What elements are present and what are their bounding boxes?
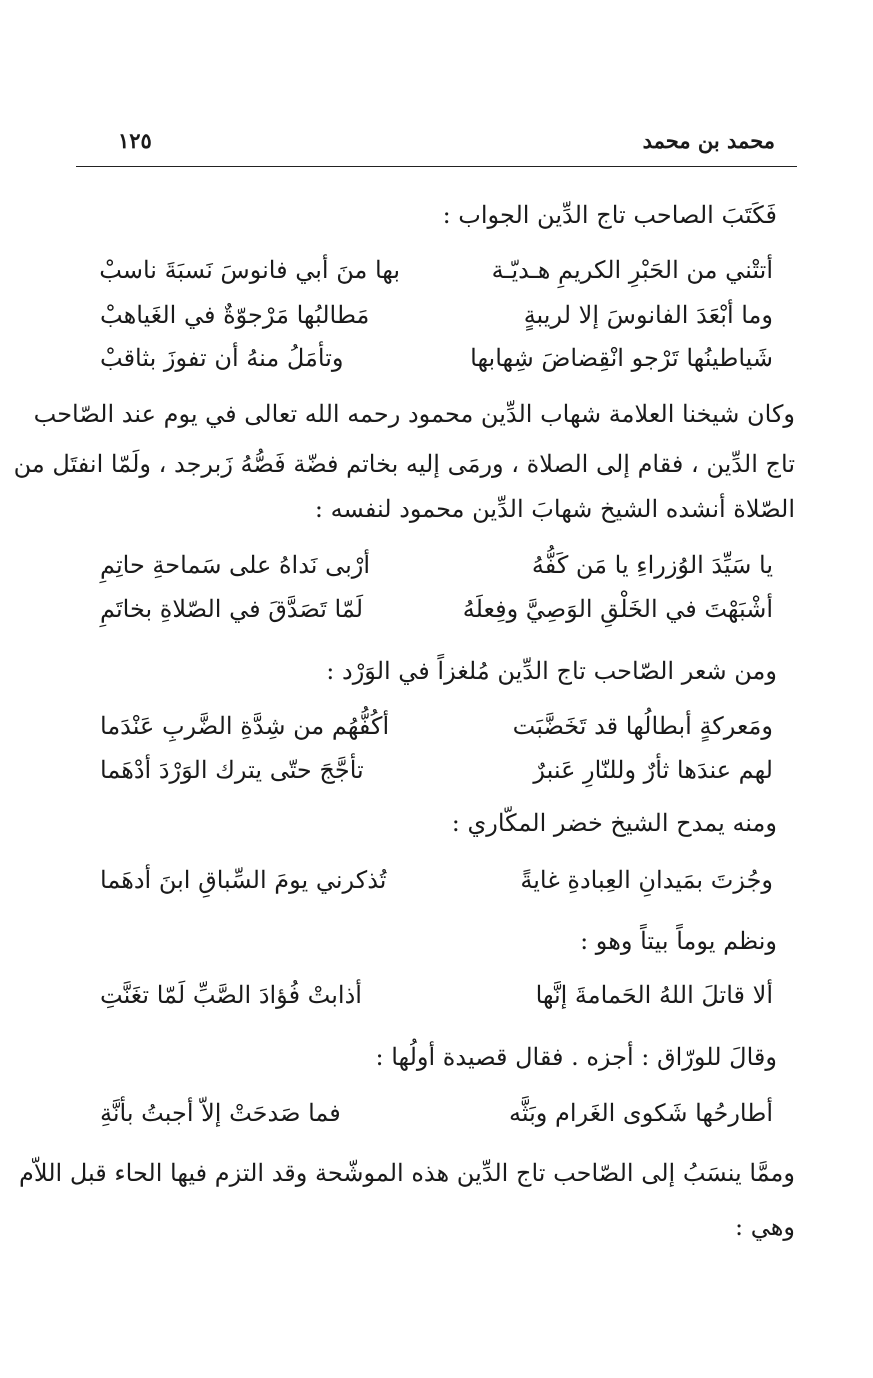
verse-row (100, 338, 773, 378)
verse-first-hemistich: يا سَيِّدَ الوُزراءِ يا مَن كَفُّهُ (531, 551, 773, 579)
verse-first-hemistich: وجُزتَ بمَيدانِ العِبادةِ غايةً (520, 866, 773, 894)
verse-row (100, 706, 773, 746)
verse-second-hemistich: تُذكرني يومَ السِّباقِ ابنَ أدهَما (100, 866, 387, 894)
prose-line: وممَّا ينسَبُ إلى الصّاحب تاج الدِّين هذه الموشّحة وقد التزم فيها الحاء قبل اللاّم (19, 1159, 795, 1187)
prose-line: ونظم يوماً بيتاً وهو : (580, 927, 777, 955)
verse-row (100, 545, 773, 585)
verse-row (100, 589, 773, 629)
verse-second-hemistich: لَمّا تَصَدَّقَ في الصّلاةِ بخاتَمِ (100, 595, 364, 623)
verse-first-hemistich: ألا قاتلَ اللهُ الحَمامةَ إنَّها (535, 981, 773, 1009)
verse-first-hemistich: أطارحُها شَكوى الغَرام وبَثَّه (508, 1099, 773, 1127)
verse-row (100, 975, 773, 1015)
prose-line: وقالَ للورّاق : أجزه . فقال قصيدة أولُها : (375, 1043, 777, 1071)
verse-first-hemistich: ومَعركةٍ أبطالُها قد تَخَضَّبَت (512, 712, 773, 740)
prose-line: وهي : (735, 1213, 795, 1241)
verse-row (100, 860, 773, 900)
verse-first-hemistich: لهم عندَها ثأرٌ وللنّارِ عَنبرٌ (533, 756, 773, 784)
header-rule (76, 166, 797, 167)
verse-second-hemistich: تأجَّجَ حتّى يترك الوَرْدَ أدْهَما (100, 756, 364, 784)
verse-second-hemistich: فما صَدحَتْ إلاّ أجبتُ بأنَّةِ (100, 1099, 341, 1127)
verse-row (100, 250, 773, 290)
verse-second-hemistich: بها منَ أبي فانوسَ نَسبَةَ ناسبْ (99, 256, 400, 284)
prose-line: الصّلاة أنشده الشيخ شهابَ الدِّين محمود لنفسه : (314, 495, 795, 523)
prose-line: وكان شيخنا العلامة شهاب الدِّين محمود رحمه الله تعالى في يوم عند الصّاحب (33, 400, 795, 428)
prose-line: ومنه يمدح الشيخ خضر المكّاري : (451, 809, 777, 837)
verse-second-hemistich: أرْبى نَداهُ على سَماحةِ حاتِمِ (100, 551, 371, 579)
verse-first-hemistich: أتتْني من الحَبْرِ الكريمِ هـديّـة (491, 256, 773, 284)
verse-second-hemistich: أذابتْ فُؤادَ الصَّبِّ لَمّا تغَنَّتِ (100, 981, 362, 1009)
prose-line: ومن شعر الصّاحب تاج الدِّين مُلغزاً في الوَرْد : (326, 657, 777, 685)
verse-second-hemistich: أكُفُّهُم من شِدَّةِ الضَّربِ عَنْدَما (100, 712, 390, 740)
verse-row (100, 750, 773, 790)
verse-second-hemistich: مَطالبُها مَرْجوّةٌ في الغَياهبْ (100, 301, 370, 329)
verse-row (100, 295, 773, 335)
page-number: ١٢٥ (118, 128, 152, 153)
verse-row (100, 1093, 773, 1133)
running-head: محمد بن محمد (642, 128, 775, 153)
verse-first-hemistich: وما أبْعَدَ الفانوسَ إلا لريبةٍ (523, 301, 773, 329)
verse-first-hemistich: شَياطينُها تَرْجو انْقِضاضَ شِهابها (470, 344, 773, 372)
verse-second-hemistich: وتأمَلُ منهُ أن تفوزَ بثاقبْ (100, 344, 344, 372)
verse-first-hemistich: أشْبَهْتَ في الخَلْقِ الوَصِيَّ وفِعلَهُ (462, 595, 773, 623)
prose-line: تاج الدِّين ، فقام إلى الصلاة ، ورمَى إليه بخاتم فضّة فَصُّهُ زَبرجد ، ولَمّا انفتَل من (13, 450, 795, 478)
page-header (78, 128, 795, 162)
prose-line: فَكَتَبَ الصاحب تاج الدِّين الجواب : (442, 201, 777, 229)
